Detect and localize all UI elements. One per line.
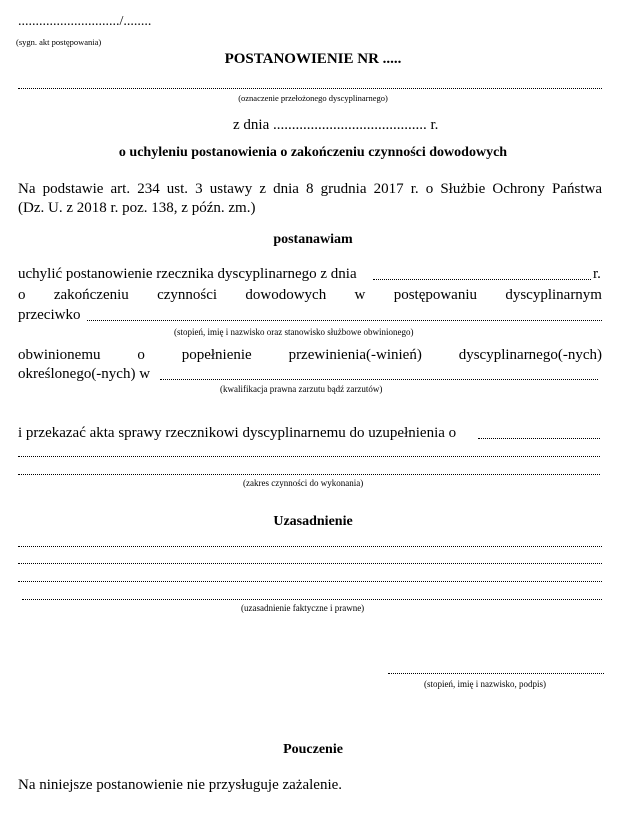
accused-dotted-line <box>87 320 602 321</box>
proceedings-line <box>18 287 602 304</box>
signature-dotted-line <box>388 673 604 674</box>
revoke-date-dotted-line <box>373 279 591 280</box>
decision-heading: postanawiam <box>273 232 353 247</box>
transfer-dotted-line <box>478 438 600 439</box>
signature-caption: (stopień, imię i nazwisko, podpis) <box>424 679 546 689</box>
transfer-text: i przekazać akta sprawy rzecznikowi dyscyplinarnemu do uzupełnienia o <box>18 425 457 441</box>
justification-dotted-line-2 <box>18 563 602 564</box>
legal-basis-line-2: (Dz. U. z 2018 r. poz. 138, z późn. zm.) <box>18 200 256 216</box>
revoke-line-text: uchylić postanowienie rzecznika dyscyplinarnego z dnia <box>18 266 357 282</box>
word: zakończeniu <box>53 287 129 303</box>
instruction-heading: Pouczenie <box>283 742 343 757</box>
word: dowodowych <box>245 287 327 303</box>
revoke-line-end: r. <box>593 266 601 282</box>
scope-dotted-line-2 <box>18 474 600 475</box>
word: o <box>137 347 145 363</box>
scope-dotted-line-1 <box>18 456 600 457</box>
case-reference-line: ............................./........ <box>18 14 152 29</box>
legal-basis-line-1: Na podstawie art. 234 ust. 3 ustawy z dnia 8 grudnia 2017 r. o Służbie Ochrony Państwa <box>18 181 602 197</box>
specified-label: określonego(-nych) w <box>18 366 151 382</box>
word: postępowaniu <box>393 287 478 303</box>
document-title: POSTANOWIENIE NR ..... <box>224 51 402 67</box>
scope-caption: (zakres czynności do wykonania) <box>243 478 364 488</box>
document-subject: o uchyleniu postanowienia o zakończeniu czynności dowodowych <box>118 145 508 160</box>
justification-dotted-line-3 <box>18 581 602 582</box>
qualification-caption: (kwalifikacja prawna zarzutu bądź zarzutów) <box>220 384 383 394</box>
word: obwinionemu <box>18 347 101 363</box>
case-reference-caption: (sygn. akt postępowania) <box>16 37 102 47</box>
word: przewinienia(-winień) <box>288 347 422 363</box>
date-line: z dnia ......................................... r. <box>233 117 439 133</box>
instruction-text: Na niniejsze postanowienie nie przysługuje zażalenie. <box>18 777 343 793</box>
word: o <box>18 287 26 303</box>
justification-dotted-line-4 <box>22 599 602 600</box>
superior-caption: (oznaczenie przełożonego dyscyplinarnego) <box>238 93 388 103</box>
justification-caption: (uzasadnienie faktyczne i prawne) <box>241 603 365 613</box>
word: czynności <box>157 287 218 303</box>
against-label: przeciwko <box>18 307 81 323</box>
accused-caption: (stopień, imię i nazwisko oraz stanowisko służbowe obwinionego) <box>174 327 414 337</box>
justification-dotted-line-1 <box>18 546 602 547</box>
word: w <box>354 287 366 303</box>
superior-dotted-line <box>18 88 602 89</box>
word: popełnienie <box>181 347 252 363</box>
offense-line <box>18 347 602 364</box>
word: dyscyplinarnego(-nych) <box>458 347 602 363</box>
word: dyscyplinarnym <box>505 287 602 303</box>
qualification-dotted-line <box>160 379 598 380</box>
justification-heading: Uzasadnienie <box>273 514 353 529</box>
